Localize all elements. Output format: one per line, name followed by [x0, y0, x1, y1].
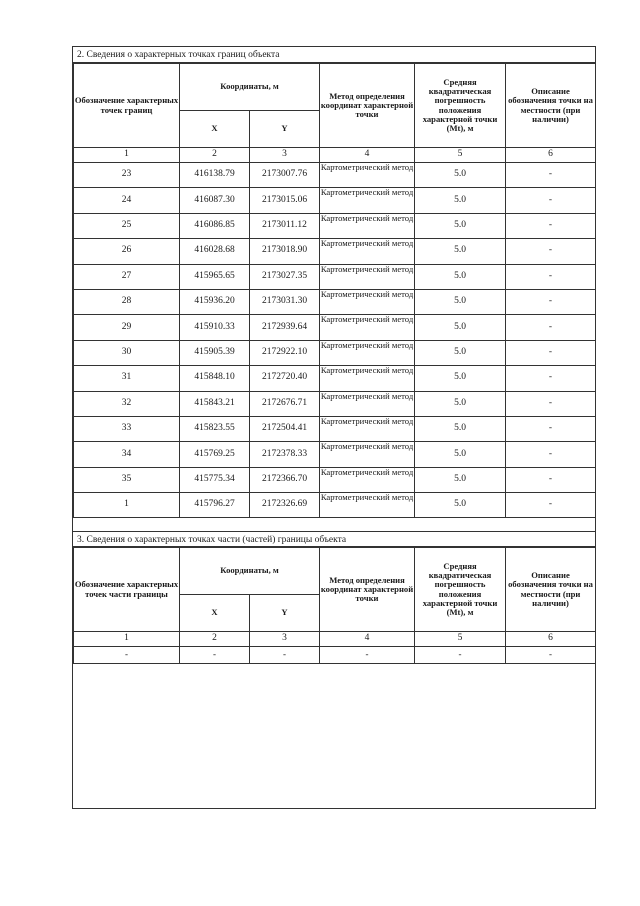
point-cell: 23 [74, 163, 180, 188]
description-cell: - [506, 315, 596, 340]
empty-cell: - [180, 647, 250, 664]
header-y: Y [250, 111, 320, 148]
error-cell: 5.0 [415, 467, 506, 492]
y-cell: 2173007.76 [250, 163, 320, 188]
method-cell: Картометрический метод [320, 239, 415, 264]
table-row [74, 213, 596, 238]
x-cell: 415965.65 [180, 264, 250, 289]
method-cell: Картометрический метод [320, 366, 415, 391]
boundary-points-table [73, 63, 596, 518]
index-cell: 5 [415, 148, 506, 163]
part-boundary-points-table [73, 547, 596, 664]
x-cell: 415843.21 [180, 391, 250, 416]
header-description: Описание обозначения точки на местности (при наличии) [506, 64, 596, 148]
section2-title: 2. Сведения о характерных точках границ объекта [73, 47, 595, 63]
description-cell: - [506, 467, 596, 492]
description-cell: - [506, 366, 596, 391]
method-cell: Картометрический метод [320, 442, 415, 467]
method-cell: Картометрический метод [320, 188, 415, 213]
point-cell: 35 [74, 467, 180, 492]
description-cell: - [506, 416, 596, 441]
x-cell: 415910.33 [180, 315, 250, 340]
method-cell: Картометрический метод [320, 315, 415, 340]
table-row [74, 647, 596, 664]
point-cell: 30 [74, 340, 180, 365]
error-cell: 5.0 [415, 442, 506, 467]
description-cell: - [506, 188, 596, 213]
method-cell: Картометрический метод [320, 416, 415, 441]
table-row [74, 239, 596, 264]
y-cell: 2172676.71 [250, 391, 320, 416]
description-cell: - [506, 340, 596, 365]
error-cell: 5.0 [415, 416, 506, 441]
column-index-row [74, 148, 596, 163]
table-row [74, 467, 596, 492]
y-cell: 2172504.41 [250, 416, 320, 441]
x-cell: 415905.39 [180, 340, 250, 365]
x-cell: 416086.85 [180, 213, 250, 238]
header-error: Средняя квадратическая погрешность положения характерной точки (Mt), м [415, 64, 506, 148]
x-cell: 415823.55 [180, 416, 250, 441]
table-row [74, 289, 596, 314]
header-y: Y [250, 595, 320, 632]
point-cell: 28 [74, 289, 180, 314]
method-cell: Картометрический метод [320, 340, 415, 365]
index-cell: 6 [506, 632, 596, 647]
index-cell: 3 [250, 148, 320, 163]
description-cell: - [506, 239, 596, 264]
empty-cell: - [506, 647, 596, 664]
point-cell: 34 [74, 442, 180, 467]
x-cell: 416028.68 [180, 239, 250, 264]
y-cell: 2172720.40 [250, 366, 320, 391]
index-cell: 4 [320, 148, 415, 163]
table-row [74, 493, 596, 518]
table-row [74, 188, 596, 213]
table-row [74, 391, 596, 416]
column-index-row [74, 632, 596, 647]
table-row [74, 315, 596, 340]
table-row [74, 416, 596, 441]
index-cell: 4 [320, 632, 415, 647]
header-coords: Координаты, м [180, 548, 320, 595]
document-frame [72, 46, 596, 809]
y-cell: 2172366.70 [250, 467, 320, 492]
header-x: X [180, 111, 250, 148]
empty-cell: - [74, 647, 180, 664]
point-cell: 25 [74, 213, 180, 238]
x-cell: 415848.10 [180, 366, 250, 391]
table-row [74, 264, 596, 289]
y-cell: 2172922.10 [250, 340, 320, 365]
y-cell: 2173011.12 [250, 213, 320, 238]
index-cell: 6 [506, 148, 596, 163]
empty-cell: - [250, 647, 320, 664]
section3-title: 3. Сведения о характерных точках части (частей) границы объекта [73, 531, 595, 547]
x-cell: 415796.27 [180, 493, 250, 518]
x-cell: 415769.25 [180, 442, 250, 467]
point-cell: 31 [74, 366, 180, 391]
error-cell: 5.0 [415, 315, 506, 340]
table-row [74, 340, 596, 365]
header-designation: Обозначение характерных точек части границы [74, 548, 180, 632]
description-cell: - [506, 391, 596, 416]
method-cell: Картометрический метод [320, 493, 415, 518]
point-cell: 26 [74, 239, 180, 264]
error-cell: 5.0 [415, 264, 506, 289]
header-coords: Координаты, м [180, 64, 320, 111]
description-cell: - [506, 163, 596, 188]
error-cell: 5.0 [415, 213, 506, 238]
description-cell: - [506, 493, 596, 518]
description-cell: - [506, 213, 596, 238]
point-cell: 33 [74, 416, 180, 441]
point-cell: 32 [74, 391, 180, 416]
y-cell: 2172326.69 [250, 493, 320, 518]
header-x: X [180, 595, 250, 632]
description-cell: - [506, 442, 596, 467]
point-cell: 27 [74, 264, 180, 289]
error-cell: 5.0 [415, 289, 506, 314]
table-row [74, 366, 596, 391]
point-cell: 24 [74, 188, 180, 213]
error-cell: 5.0 [415, 493, 506, 518]
error-cell: 5.0 [415, 366, 506, 391]
y-cell: 2173027.35 [250, 264, 320, 289]
method-cell: Картометрический метод [320, 163, 415, 188]
index-cell: 2 [180, 148, 250, 163]
index-cell: 1 [74, 632, 180, 647]
y-cell: 2173015.06 [250, 188, 320, 213]
error-cell: 5.0 [415, 340, 506, 365]
header-method: Метод определения координат характерной точки [320, 548, 415, 632]
empty-cell: - [415, 647, 506, 664]
x-cell: 416138.79 [180, 163, 250, 188]
point-cell: 29 [74, 315, 180, 340]
method-cell: Картометрический метод [320, 391, 415, 416]
description-cell: - [506, 264, 596, 289]
table-row [74, 442, 596, 467]
error-cell: 5.0 [415, 188, 506, 213]
y-cell: 2172939.64 [250, 315, 320, 340]
y-cell: 2172378.33 [250, 442, 320, 467]
empty-cell: - [320, 647, 415, 664]
x-cell: 416087.30 [180, 188, 250, 213]
index-cell: 5 [415, 632, 506, 647]
method-cell: Картометрический метод [320, 264, 415, 289]
index-cell: 2 [180, 632, 250, 647]
x-cell: 415775.34 [180, 467, 250, 492]
error-cell: 5.0 [415, 239, 506, 264]
method-cell: Картометрический метод [320, 467, 415, 492]
method-cell: Картометрический метод [320, 213, 415, 238]
header-description: Описание обозначения точки на местности (при наличии) [506, 548, 596, 632]
y-cell: 2173018.90 [250, 239, 320, 264]
table-row [74, 163, 596, 188]
method-cell: Картометрический метод [320, 289, 415, 314]
y-cell: 2173031.30 [250, 289, 320, 314]
index-cell: 3 [250, 632, 320, 647]
index-cell: 1 [74, 148, 180, 163]
x-cell: 415936.20 [180, 289, 250, 314]
header-error: Средняя квадратическая погрешность положения характерной точки (Mt), м [415, 548, 506, 632]
description-cell: - [506, 289, 596, 314]
header-designation: Обозначение характерных точек границ [74, 64, 180, 148]
header-method: Метод определения координат характерной точки [320, 64, 415, 148]
error-cell: 5.0 [415, 163, 506, 188]
point-cell: 1 [74, 493, 180, 518]
error-cell: 5.0 [415, 391, 506, 416]
